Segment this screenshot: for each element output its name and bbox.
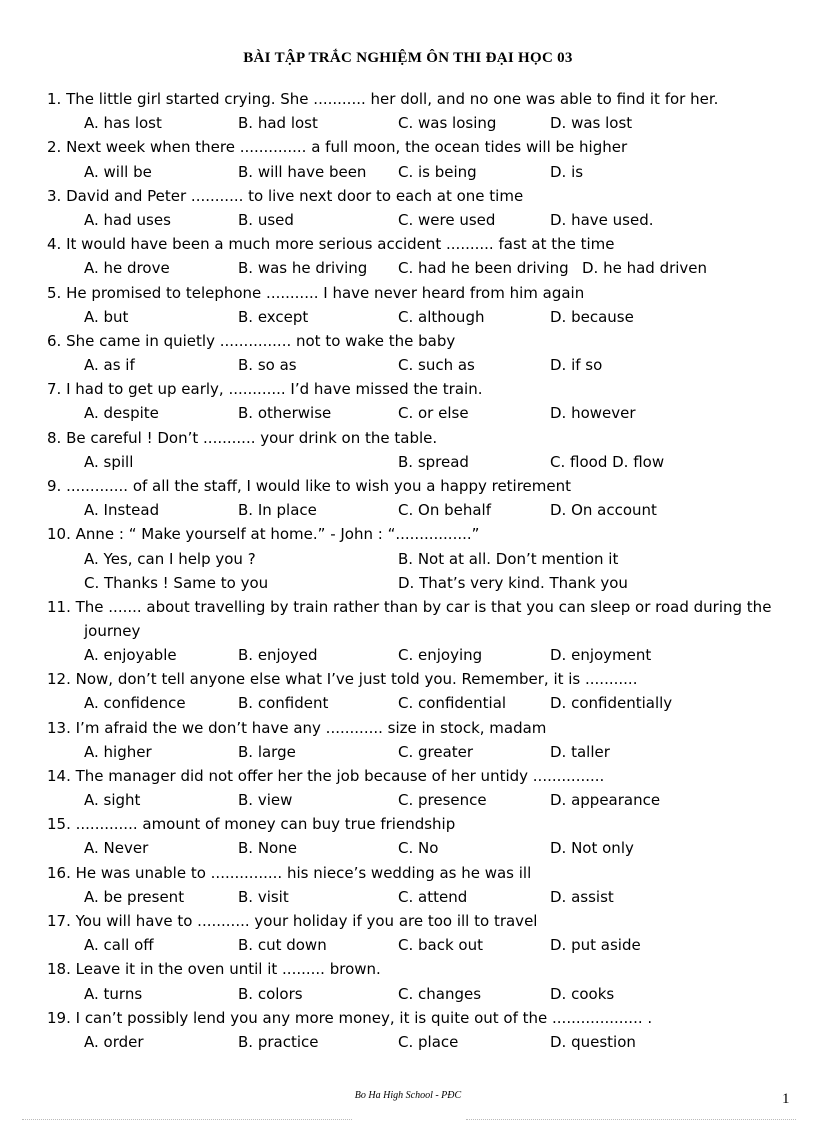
option-d: D. enjoyment [550,645,652,664]
option-c: C. is being [398,162,477,181]
question-text: 18. Leave it in the oven until it ......... brown. [47,960,381,979]
answer-options [47,256,792,280]
option-a: A. call off [84,936,154,955]
option-a: A. but [84,307,129,326]
option-a: A. will be [84,162,152,181]
option-b: B. otherwise [238,404,332,423]
option-b: B. In place [238,501,317,520]
question-text: 17. You will have to ........... your holiday if you are too ill to travel [47,912,538,930]
question-item [47,667,792,715]
option-b: B. view [238,791,293,810]
option-c: C. changes [398,984,482,1003]
option-a: A. despite [84,404,159,423]
option-d: D. because [550,307,634,326]
answer-options [47,498,792,522]
option-a: A. Never [84,839,149,858]
option-b: B. was he driving [238,259,368,278]
option-b: B. cut down [238,936,327,955]
option-a: A. as if [84,356,135,375]
option-a: A. sight [84,791,141,810]
option-b: B. None [238,839,297,858]
question-item [47,861,792,909]
option-c: C. presence [398,791,487,810]
option-c: C. On behalf [398,501,491,520]
question-item [47,135,792,183]
footer-divider [466,1119,796,1120]
option-b: B. except [238,307,309,326]
option-a: A. has lost [84,114,162,133]
option-b: B. Not at all. Don’t mention it [398,549,619,568]
option-d: D. was lost [550,114,633,133]
option-d: D. taller [550,742,610,761]
option-b: B. will have been [238,162,367,181]
option-b: B. practice [238,1032,319,1051]
option-b: B. visit [238,887,289,906]
question-item [47,595,792,667]
question-item [47,764,792,812]
option-c: C. were used [398,210,496,229]
answer-options [47,740,792,764]
answer-options [47,547,792,571]
answer-options [47,982,792,1006]
page-title: BÀI TẬP TRẮC NGHIỆM ÔN THI ĐẠI HỌC 03 [243,50,573,66]
question-text: 4. It would have been a much more serious accident .......... fast at the time [47,235,615,254]
option-a: A. enjoyable [84,645,177,664]
answer-options [47,571,792,595]
option-c: C. greater [398,742,474,761]
option-c: C. place [398,1032,459,1051]
question-list [47,87,792,1054]
footer-school: Bo Ha High School - PĐC [354,1090,462,1101]
question-item [47,377,792,425]
question-text: 19. I can’t possibly lend you any more money, it is quite out of the ................... . [47,1008,653,1027]
question-item [47,957,792,1005]
option-b: B. enjoyed [238,645,318,664]
answer-options [47,401,792,425]
option-c: C. confidential [398,694,507,713]
answer-options [47,691,792,715]
option-d: D. cooks [550,984,615,1003]
question-text: 6. She came in quietly ............... not to wake the baby [47,331,456,350]
option-c: C. attend [398,887,468,906]
option-b: B. so as [238,356,297,375]
question-text: 12. Now, don’t tell anyone else what I’ve just told you. Remember, it is ........... [47,670,638,689]
option-d: D. On account [550,501,657,520]
question-text: 2. Next week when there .............. a full moon, the ocean tides will be higher [47,138,628,157]
option-a: A. Instead [84,501,160,520]
option-d: D. That’s very kind. Thank you [398,573,628,592]
question-text: 5. He promised to telephone ........... I have never heard from him again [47,283,585,302]
page-number: 1 [782,1091,790,1107]
answer-options [47,1030,792,1054]
option-c: C. enjoying [398,645,483,664]
question-item [47,329,792,377]
option-a: A. confidence [84,694,186,713]
option-b: B. had lost [238,114,318,133]
question-text: 13. I’m afraid the we don’t have any ............ size in stock, madam [47,718,547,737]
option-b: B. confident [238,694,329,713]
question-item [47,474,792,522]
option-d: D. however [550,404,636,423]
option-d: D. he had driven [582,259,708,278]
question-text: 14. The manager did not offer her the job because of her untidy ............... [47,766,605,785]
option-c: C. had he been driving [398,259,569,278]
option-a: A. be present [84,887,185,906]
option-c: C. No [398,839,439,858]
answer-options [47,836,792,860]
question-text: 15. ............. amount of money can buy true friendship [47,815,456,834]
answer-options [47,450,792,474]
question-item [47,87,792,135]
option-b: B. spread [398,452,469,471]
answer-options [47,353,792,377]
answer-options [47,933,792,957]
option-a: A. had uses [84,210,171,229]
answer-options [47,788,792,812]
option-a: A. higher [84,742,152,761]
option-d: D. Not only [550,839,634,858]
option-b: B. large [238,742,296,761]
option-d: D. have used. [550,210,654,229]
question-item [47,426,792,474]
option-a: A. turns [84,984,143,1003]
option-c: C. or else [398,404,469,423]
option-d: D. if so [550,356,603,375]
option-d: D. appearance [550,791,661,810]
option-d: D. assist [550,887,614,906]
option-c: C. was losing [398,114,497,133]
option-a: A. order [84,1032,144,1051]
answer-options [47,160,792,184]
option-c: C. Thanks ! Same to you [84,573,269,592]
answer-options [47,305,792,329]
option-a: A. spill [84,452,134,471]
option-a: A. Yes, can I help you ? [84,549,256,568]
option-c: C. although [398,307,485,326]
question-item [47,812,792,860]
question-item [47,1006,792,1054]
question-text: 11. The ....... about travelling by train rather than by car is that you can sleep or road during the journey [47,597,772,640]
question-text: 10. Anne : “ Make yourself at home.” - John : “................” [47,525,480,544]
question-item [47,909,792,957]
option-d: D. is [550,162,584,181]
question-text: 8. Be careful ! Don’t ........... your drink on the table. [47,428,438,447]
option-d: D. confidentially [550,694,673,713]
option-a: A. he drove [84,259,170,278]
question-item [47,522,792,595]
answer-options [47,111,792,135]
question-item [47,184,792,232]
option-c: C. back out [398,936,483,955]
question-text: 3. David and Peter ........... to live next door to each at one time [47,186,524,205]
option-c-d: C. flood D. flow [550,452,665,471]
question-text: 1. The little girl started crying. She ........... her doll, and no one was able to find it for her. [47,90,719,108]
question-item [47,281,792,329]
footer-divider [22,1119,352,1120]
answer-options [47,643,792,667]
option-b: B. used [238,210,294,229]
option-b: B. colors [238,984,303,1003]
answer-options [47,208,792,232]
option-d: D. put aside [550,936,641,955]
question-text: 16. He was unable to ............... his niece’s wedding as he was ill [47,863,532,882]
question-item [47,232,792,280]
question-text: 7. I had to get up early, ............ I’d have missed the train. [47,380,483,399]
answer-options [47,885,792,909]
option-d: D. question [550,1032,636,1051]
question-text: 9. ............. of all the staff, I would like to wish you a happy retirement [47,477,572,495]
question-item [47,716,792,764]
option-c: C. such as [398,356,475,375]
